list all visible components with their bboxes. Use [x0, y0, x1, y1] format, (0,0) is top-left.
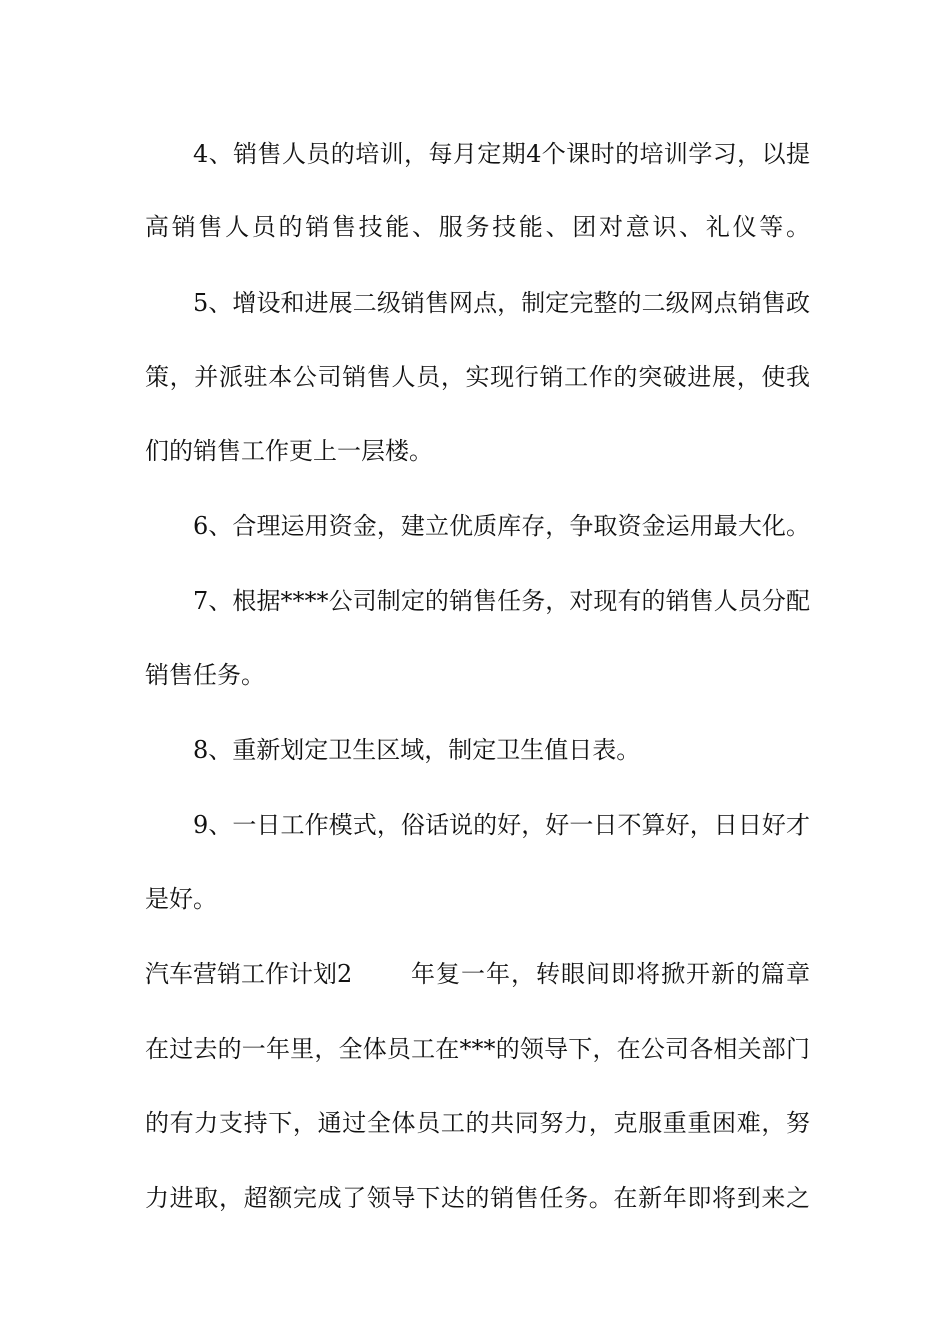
item-5-line-3: 们的销售工作更上一层楼。	[145, 437, 433, 465]
section-2-line-1: 年复一年，转眼间即将掀开新的篇章	[411, 960, 810, 988]
item-9-line-2: 是好。	[145, 885, 217, 913]
item-7-line-2: 销售任务。	[145, 661, 265, 689]
item-7-line-1: 7、根据****公司制定的销售任务，对现有的销售人员分配	[193, 587, 810, 615]
section-2-line-3: 的有力支持下，通过全体员工的共同努力，克服重重困难，努	[145, 1109, 810, 1137]
item-4-line-1: 4、销售人员的培训，每月定期4个课时的培训学习，以提	[193, 140, 810, 168]
item-6-line-1: 6、合理运用资金，建立优质库存，争取资金运用最大化。	[193, 512, 810, 540]
item-9-line-1: 9、一日工作模式，俗话说的好，好一日不算好，日日好才	[193, 811, 810, 839]
section-2-line-4: 力进取，超额完成了领导下达的销售任务。在新年即将到来之	[145, 1184, 810, 1212]
item-4-line-2: 高销售人员的销售技能、服务技能、团对意识、礼仪等。	[145, 213, 810, 241]
item-5-line-2: 策，并派驻本公司销售人员，实现行销工作的突破进展，使我	[145, 363, 810, 391]
section-2-title: 汽车营销工作计划2	[145, 960, 353, 988]
item-5-line-1: 5、增设和进展二级销售网点，制定完整的二级网点销售政	[193, 289, 810, 317]
section-2-line-2: 在过去的一年里，全体员工在***的领导下，在公司各相关部门	[145, 1035, 810, 1063]
item-8-line-1: 8、重新划定卫生区域，制定卫生值日表。	[193, 736, 641, 764]
